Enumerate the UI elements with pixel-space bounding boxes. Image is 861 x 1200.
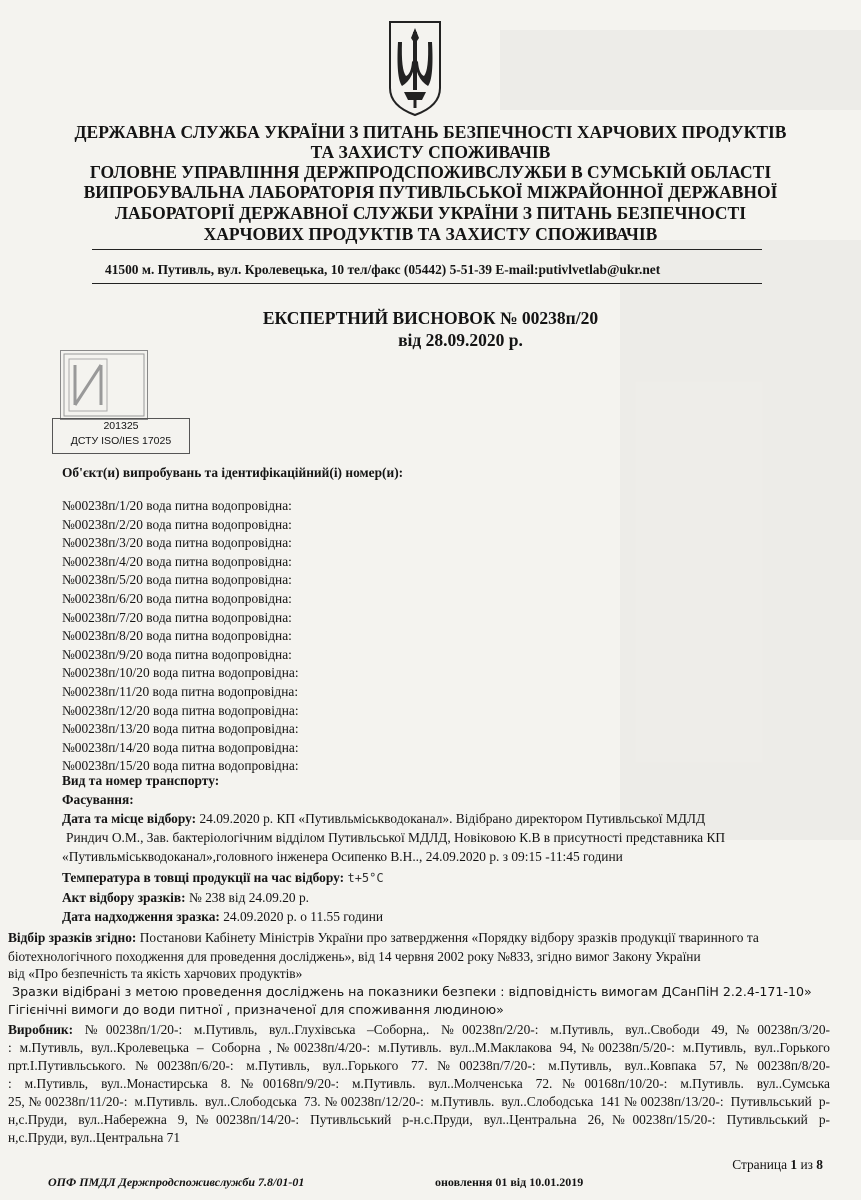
header-lab-line1: ВИПРОБУВАЛЬНА ЛАБОРАТОРІЯ ПУТИВЛЬСЬКОЇ МІЖРАЙОННОЇ ДЕРЖАВНОЇ [83, 182, 778, 202]
producer-line4: : м.Путивль, вул..Монастирська 8.№00168п/9/20-: м.Путивль. вул..Молченська 72.№00168п/10/20-: м.Путивль. вул..Сумська [8, 1076, 830, 1091]
sampling-line2: Риндич О.М., Зав. бактеріологічним відділом Путивльської МДЛД, Новіковою К.В в присутності представника КП [66, 830, 726, 845]
sampling-line3: «Путивльміськводоканал»,головного інженера Осипенко В.Н.., 24.09.2020 р. з 09:15 -11:45 години [62, 849, 623, 864]
basis-line3: від «Про безпечність та якість харчових продуктів» [8, 966, 303, 981]
object-item: №00238п/3/20 вода питна водопровідна: [62, 535, 292, 551]
packing-label: Фасування: [62, 792, 134, 807]
object-item: №00238п/7/20 вода питна водопровідна: [62, 609, 292, 625]
act-value: № 238 від 24.09.20 р. [188, 890, 309, 905]
objects-label: Об'єкт(и) випробувань та ідентифікаційний(і) номер(и): [62, 465, 404, 480]
page-total: 8 [816, 1157, 823, 1172]
producer-line7: н,с.Пруди, вул..Центральна 71 [8, 1130, 181, 1145]
form-code: ОПФ ПМДЛ Держпродспоживслужби 7.8/01-01 [48, 1175, 305, 1189]
header-ministry-line2: ТА ЗАХИСТУ СПОЖИВАЧІВ [310, 142, 551, 162]
object-item: №00238п/13/20 вода питна водопровідна: [62, 721, 299, 737]
object-item: №00238п/11/20 вода питна водопровідна: [62, 684, 299, 699]
sampling-line1 [62, 811, 705, 827]
trident-emblem-icon [384, 18, 446, 118]
conclusion-date: від 28.09.2020 р. [398, 330, 523, 350]
temperature-value: t+5°C [347, 871, 384, 885]
purpose-line2: Гігієнічні вимоги до води питної , призначеної для споживання людиною» [8, 1002, 504, 1017]
conclusion-title: ЕКСПЕРТНИЙ ВИСНОВОК № 00238п/20 [262, 308, 599, 328]
object-item: №00238п/4/20 вода питна водопровідна: [62, 553, 292, 569]
arrival-line [62, 909, 383, 925]
basis-line2: біотехнологічного походження для проведення досліджень», від 14 червня 2002 року №833, згідно вимог Закону України [8, 949, 701, 964]
accreditation-registration [52, 418, 190, 454]
producer-line3: прт.І.Путивльського.№00238п/6/20-: м.Путивль, вул..Горького 77.№00238п/7/20-: м.Путивль, вул..Ковпака 57,№00238п/8/20- [8, 1058, 830, 1073]
producer-value: №00238п/1/20-: м.Путивль, вул..Глухівська –Соборна,. №00238п/2/20-: м.Путивль, вул..Свободи 49,№00238п/3/20- [84, 1022, 830, 1037]
header-ministry-line1: ДЕРЖАВНА СЛУЖБА УКРАЇНИ З ПИТАНЬ БЕЗПЕЧНОСТІ ХАРЧОВИХ ПРОДУКТІВ [74, 122, 787, 142]
object-item: №00238п/12/20 вода питна водопровідна: [62, 702, 299, 718]
basis-line1 [8, 930, 759, 946]
object-item: №00238п/14/20 вода питна водопровідна: [62, 739, 299, 755]
lab-address: 41500 м. Путивль, вул. Кролевецька, 10 тел/факс (05442) 5-51-39 E-mail:putivlvetlab@ukr.net [105, 262, 661, 277]
accreditation-standard: ДСТУ ISO/IES 17025 [70, 435, 172, 447]
purpose-line1: Зразки відібрані з метою проведення досліджень на показники безпеки : відповідність вимогам ДСанПіН 2.2.4-171-10» [12, 984, 812, 999]
page-prefix: Страница [732, 1157, 788, 1172]
temperature-line [62, 870, 384, 886]
object-item: №00238п/9/20 вода питна водопровідна: [62, 646, 292, 662]
sampling-label: Дата та місце відбору: [62, 811, 197, 826]
basis-value: Постанови Кабінету Міністрів України про затвердження «Порядку відбору зразків продукції тваринного та [139, 930, 759, 945]
header-department: ГОЛОВНЕ УПРАВЛІННЯ ДЕРЖПРОДСПОЖИВСЛУЖБИ В СУМСЬКІЙ ОБЛАСТІ [89, 162, 772, 182]
header-rule-bottom [92, 283, 762, 284]
arrival-label: Дата надходження зразка: [62, 909, 220, 924]
accreditation-mark-icon [60, 350, 148, 420]
object-item: №00238п/6/20 вода питна водопровідна: [62, 591, 292, 606]
accreditation-number: 201325 [103, 420, 139, 432]
header-lab-line2: ЛАБОРАТОРІЇ ДЕРЖАВНОЇ СЛУЖБИ УКРАЇНИ З ПИТАНЬ БЕЗПЕЧНОСТІ [114, 203, 747, 223]
page-mid: из [800, 1157, 813, 1172]
object-item: №00238п/1/20 вода питна водопровідна: [62, 498, 292, 513]
page-number: 1 [790, 1157, 798, 1172]
producer-line5: 25,№00238п/11/20-: м.Путивль. вул..Слободська 73.№00238п/12/20-: м.Путивль. вул..Слободська 141№00238п/13/20-: Путивльський р- [8, 1094, 830, 1109]
object-item: №00238п/10/20 вода питна водопровідна: [62, 665, 299, 681]
object-item: №00238п/5/20 вода питна водопровідна: [62, 572, 292, 588]
producer-line1 [8, 1022, 830, 1038]
transport-label: Вид та номер транспорту: [62, 773, 220, 788]
arrival-value: 24.09.2020 р. о 11.55 години [223, 909, 384, 924]
object-item: №00238п/15/20 вода питна водопровідна: [62, 758, 299, 774]
revision-note: оновлення 01 від 10.01.2019 [435, 1175, 584, 1189]
object-item: №00238п/2/20 вода питна водопровідна: [62, 516, 292, 532]
basis-label: Відбір зразків згідно: [8, 930, 137, 945]
sampling-value: 24.09.2020 р. КП «Путивльміськводоканал». Відібрано директором Путивльської МДЛД [199, 811, 706, 826]
page-counter [732, 1157, 823, 1173]
producer-line2: : м.Путивль, вул..Кролевецька – Соборна ,№00238п/4/20-: м.Путивль. вул..М.Маклакова 94,№00238п/5/20-: м.Путивль, вул..Горького [8, 1040, 830, 1055]
object-item: №00238п/8/20 вода питна водопровідна: [62, 628, 292, 644]
temperature-label: Температура в товщі продукції на час відбору: [62, 870, 345, 885]
act-line [62, 890, 309, 906]
header-lab-line3: ХАРЧОВИХ ПРОДУКТІВ ТА ЗАХИСТУ СПОЖИВАЧІВ [203, 224, 658, 244]
producer-line6: н,с.Пруди, вул..Набережна 9,№00238п/14/20-: Путивльський р-н.с.Пруди, вул..Центральна 26,№00238п/15/20-: Путивльський р- [8, 1112, 830, 1127]
producer-label: Виробник: [8, 1022, 74, 1037]
show-through-shade [500, 30, 861, 110]
header-rule-top [92, 249, 762, 250]
act-label: Акт відбору зразків: [62, 890, 186, 905]
